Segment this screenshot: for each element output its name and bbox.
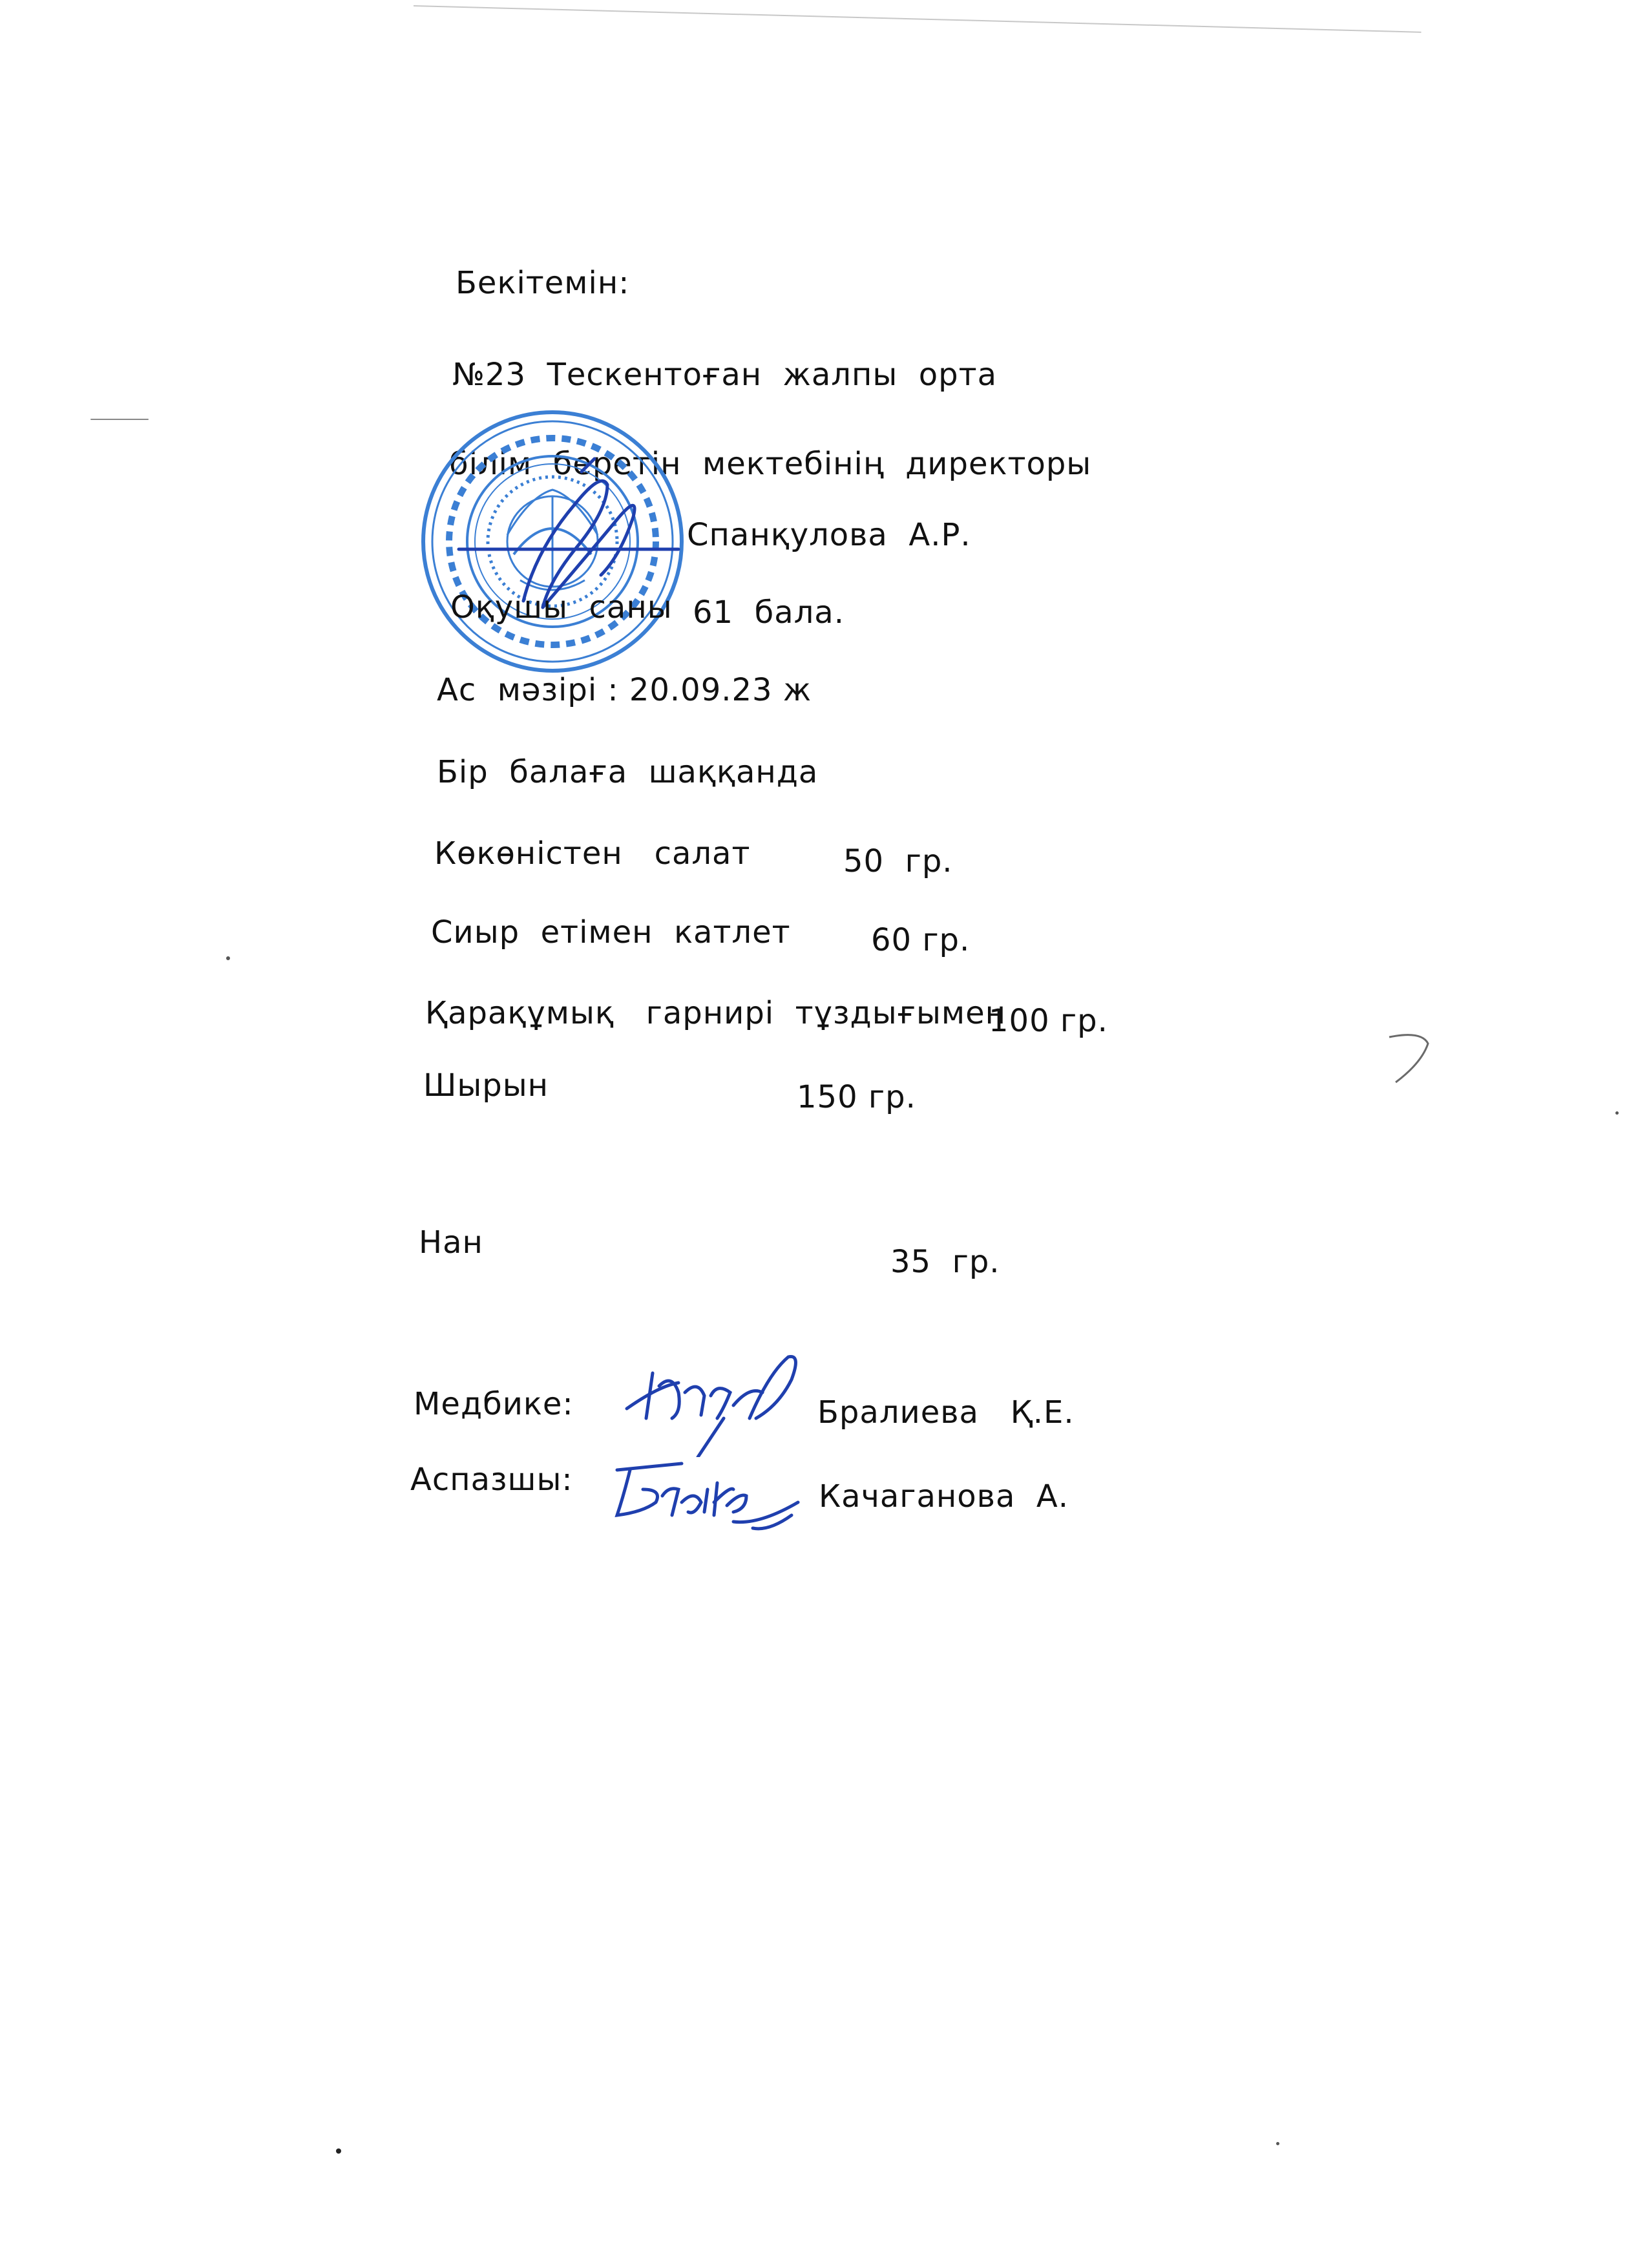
nurse-name: Бралиева Қ.Е. — [817, 1394, 1075, 1431]
nurse-signature — [620, 1347, 814, 1457]
director-name: Спанқулова А.Р. — [687, 517, 971, 553]
school-name-line1: №23 Тескентоған жалпы орта — [452, 357, 997, 393]
menu-item-name: Сиыр етімен катлет — [431, 914, 791, 950]
menu-item-amount: 35 гр. — [890, 1244, 1000, 1280]
cook-signature — [604, 1451, 804, 1541]
menu-item-amount: 100 гр. — [989, 1003, 1108, 1039]
menu-item-name: Көкөністен салат — [434, 835, 751, 872]
menu-item-name: Қарақұмық гарнирі тұздығымен — [425, 995, 1006, 1031]
menu-item-name: Нан — [419, 1224, 483, 1261]
scan-mark — [1383, 1024, 1441, 1095]
scan-speck — [336, 2148, 341, 2154]
nurse-label: Медбике: — [414, 1386, 574, 1422]
scan-speck — [90, 419, 149, 420]
menu-item-name: Шырын — [423, 1067, 549, 1104]
students-label: Оқушы саны — [450, 589, 673, 625]
menu-item-amount: 60 гр. — [871, 922, 971, 958]
approval-heading: Бекітемін: — [456, 265, 630, 301]
students-count: 61 бала. — [693, 594, 845, 631]
scan-speck — [1615, 1111, 1619, 1115]
scan-speck — [226, 956, 230, 960]
menu-item-amount: 150 гр. — [797, 1079, 916, 1115]
scan-speck — [1276, 2142, 1279, 2145]
scan-edge-line — [414, 5, 1422, 33]
school-name-line2: білім беретін мектебінің директоры — [449, 446, 1092, 482]
menu-date-label: Ас мәзірі : 20.09.23 ж — [437, 672, 812, 708]
cook-label: Аспазшы: — [410, 1462, 573, 1498]
per-child-label: Бір балаға шаққанда — [437, 754, 819, 790]
cook-name: Качаганова А. — [819, 1478, 1069, 1515]
menu-item-amount: 50 гр. — [843, 843, 953, 879]
